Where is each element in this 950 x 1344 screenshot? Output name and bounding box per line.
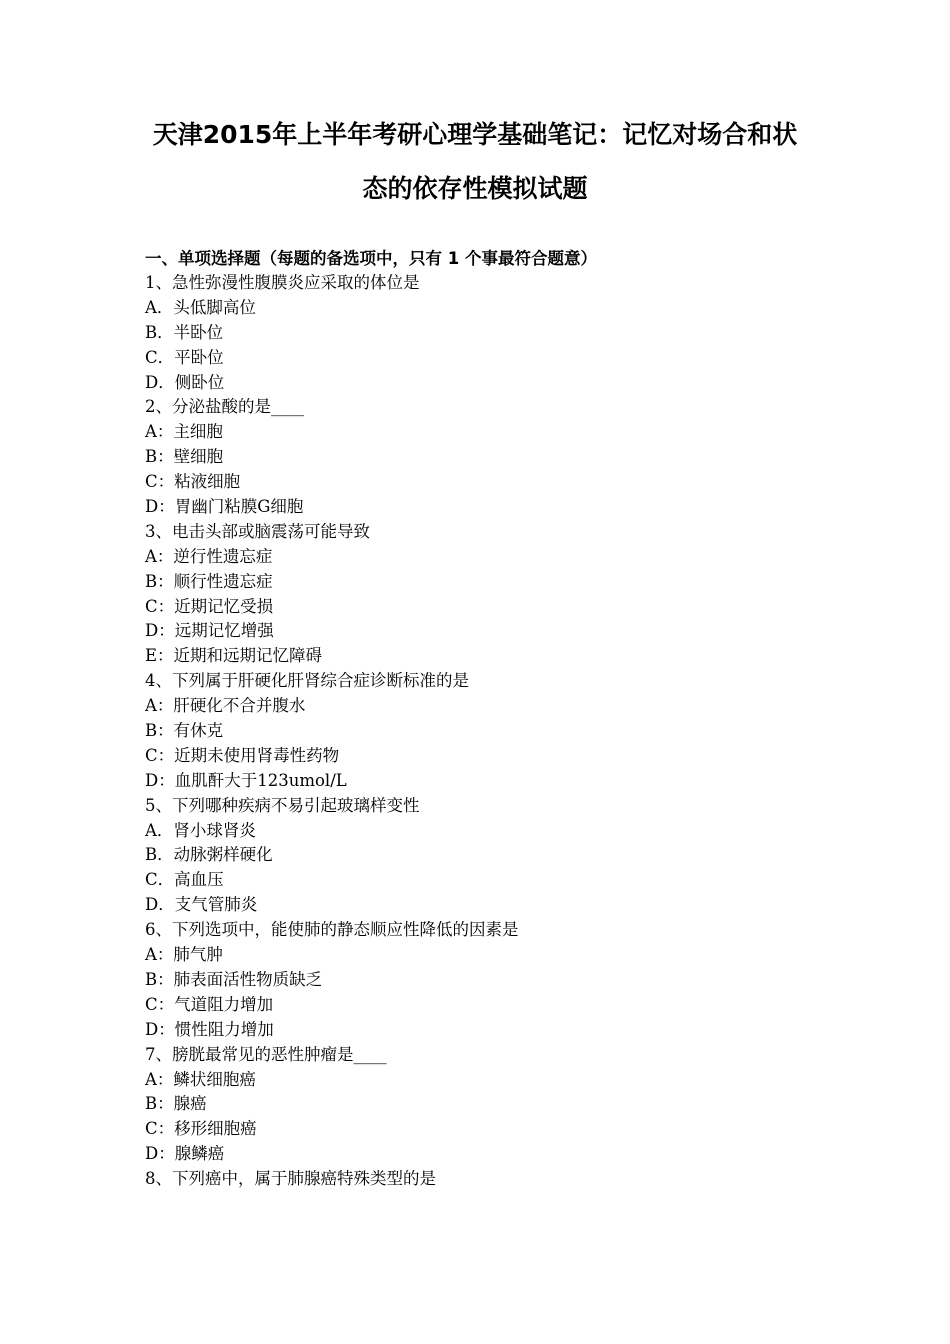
question-3-option-b: B：顺行性遗忘症 bbox=[145, 571, 273, 591]
question-1-option-c: C．平卧位 bbox=[145, 347, 224, 367]
question-3-stem: 3、电击头部或脑震荡可能导致 bbox=[145, 521, 370, 541]
question-5-option-d: D．支气管肺炎 bbox=[145, 895, 258, 915]
question-7-option-a: A：鳞状细胞癌 bbox=[145, 1069, 256, 1089]
question-2-stem: 2、分泌盐酸的是____ bbox=[145, 397, 304, 417]
question-5-option-b: B．动脉粥样硬化 bbox=[145, 845, 273, 865]
document-title-line-2: 态的依存性模拟试题 bbox=[362, 174, 588, 203]
question-3-option-d: D：远期记忆增强 bbox=[145, 621, 274, 641]
question-6-option-d: D：惯性阻力增加 bbox=[145, 1019, 274, 1039]
question-5-stem: 5、下列哪种疾病不易引起玻璃样变性 bbox=[145, 795, 420, 815]
question-3-option-c: C：近期记忆受损 bbox=[145, 596, 274, 616]
question-4-option-b: B：有休克 bbox=[145, 721, 224, 741]
question-6-option-c: C：气道阻力增加 bbox=[145, 994, 274, 1014]
question-7-option-d: D：腺鳞癌 bbox=[145, 1144, 225, 1164]
question-8-stem: 8、下列癌中，属于肺腺癌特殊类型的是 bbox=[145, 1169, 436, 1189]
question-list bbox=[145, 271, 845, 1192]
question-2-option-b: B：壁细胞 bbox=[145, 447, 224, 467]
question-5-option-a: A．肾小球肾炎 bbox=[145, 820, 256, 840]
question-1-stem: 1、急性弥漫性腹膜炎应采取的体位是 bbox=[145, 273, 420, 292]
question-6-option-b: B：肺表面活性物质缺乏 bbox=[145, 969, 323, 989]
section-heading: 一、单项选择题（每题的备选项中，只有 1 个事最符合题意） bbox=[145, 249, 597, 268]
question-6-stem: 6、下列选项中，能使肺的静态顺应性降低的因素是 bbox=[145, 920, 519, 940]
question-4-option-a: A：肝硬化不合并腹水 bbox=[145, 696, 306, 716]
document-title-line-1: 天津2015年上半年考研心理学基础笔记：记忆对场合和状 bbox=[152, 120, 798, 149]
question-3-option-a: A：逆行性遗忘症 bbox=[145, 546, 273, 566]
question-2-option-a: A：主细胞 bbox=[145, 422, 223, 442]
question-4-stem: 4、下列属于肝硬化肝肾综合症诊断标准的是 bbox=[145, 671, 469, 691]
question-6-option-a: A：肺气肿 bbox=[145, 945, 223, 965]
question-2-option-c: C：粘液细胞 bbox=[145, 472, 241, 492]
question-3-option-e: E：近期和远期记忆障碍 bbox=[145, 646, 323, 666]
question-4-option-d: D：血肌酐大于123umol/L bbox=[145, 770, 347, 790]
question-1-option-d: D．侧卧位 bbox=[145, 372, 225, 392]
question-1-option-a: A．头低脚高位 bbox=[145, 297, 256, 317]
question-1-option-b: B．半卧位 bbox=[145, 322, 224, 342]
question-5-option-c: C．高血压 bbox=[145, 870, 224, 890]
question-7-stem: 7、膀胱最常见的恶性肿瘤是____ bbox=[145, 1044, 387, 1064]
question-4-option-c: C：近期未使用肾毒性药物 bbox=[145, 745, 340, 765]
question-2-option-d: D：胃幽门粘膜G细胞 bbox=[145, 497, 304, 517]
question-7-option-b: B：腺癌 bbox=[145, 1094, 207, 1114]
question-7-option-c: C：移形细胞癌 bbox=[145, 1119, 257, 1139]
